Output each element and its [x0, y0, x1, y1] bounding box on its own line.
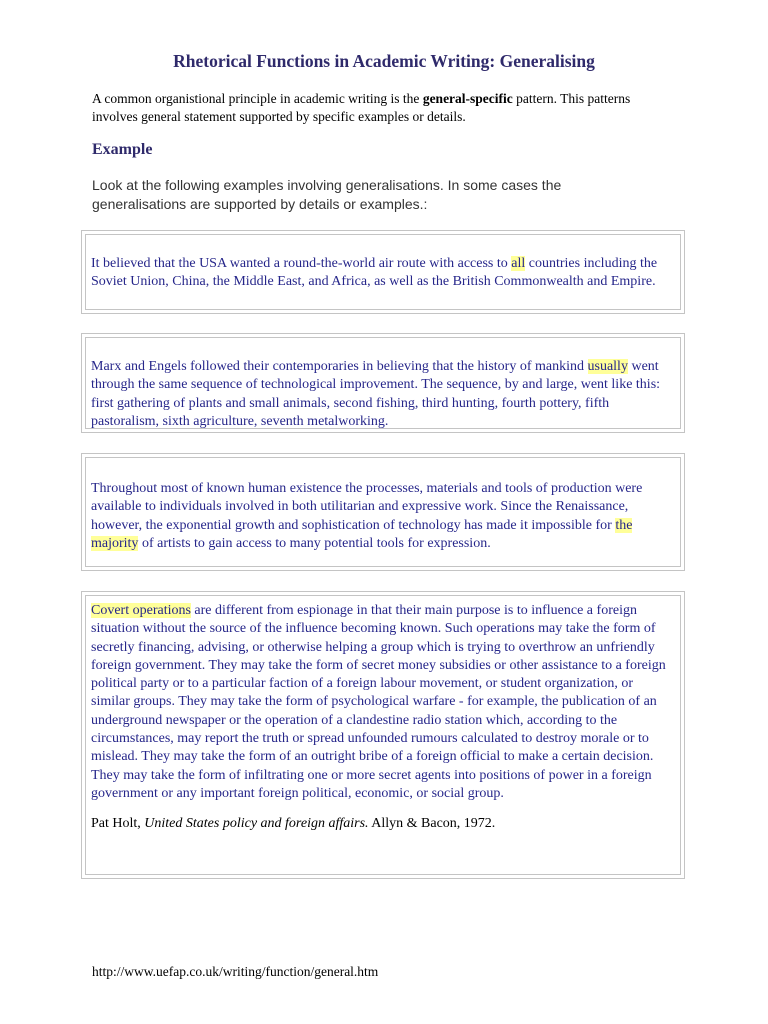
example-4-text-end: are different from espionage in that their main purpose is to influence a foreign situation without the source of the influence becoming known. Such operations may take the form of secretly financing, advising, or otherwise helping a group which is trying to overthrow an unfriendly foreign government. They may take the form of secret money subsidies or other assistance to a foreign political party or to a particular faction of a foreign labour movement, or student organization, or similar groups. They may take the form of psychological warfare - for example, the publication of an underground newspaper or the operation of a clandestine radio station which, according to the circumstances, may report the truth or spread unfounded rumours calculated to destroy morale or to mislead. They may take the form of an outright bribe of a foreign official to make a certain decision. They may take the form of infiltrating one or more secret agents into positions of power in a foreign government or any important foreign political, economic, or social group.: [91, 603, 666, 801]
citation-work: United States policy and foreign affairs.: [144, 816, 369, 832]
intro-text-start: A common organistional principle in academic writing is the: [92, 91, 423, 106]
example-3-text-end: of artists to gain access to many potential tools for expression.: [138, 535, 491, 551]
example-text-1: [85, 234, 681, 310]
example-4-highlight: Covert operations: [91, 603, 191, 618]
example-3-highlight: the majority: [91, 517, 633, 551]
page-title: Rhetorical Functions in Academic Writing: Generalising: [173, 51, 595, 71]
example-text-2: [85, 337, 681, 429]
intro-paragraph: [92, 90, 652, 126]
citation-publisher: Allyn & Bacon, 1972.: [368, 816, 496, 832]
example-1-text-start: It believed that the USA wanted a round-the-world air route with access to: [91, 256, 512, 271]
example-text-3: [85, 457, 681, 567]
lead-paragraph: Look at the following examples involving generalisations. In some cases the generalisations are supported by details or examples.:: [92, 177, 562, 212]
example-text-4: [85, 595, 681, 875]
example-2-text-end: went through the same sequence of technological improvement. The sequence, by and large, went like this: first gathering of plants and small animals, second fishing, third hunting, fourth pottery, fifth pastoralism, sixth agriculture, seventh metalworking.: [91, 359, 661, 429]
example-heading: Example: [92, 141, 153, 158]
footer-url: http://www.uefap.co.uk/writing/function/general.htm: [92, 964, 379, 979]
example-box-4: [81, 591, 685, 879]
example-box-2: [81, 333, 685, 433]
intro-bold-term: general-specific: [422, 91, 513, 106]
example-2-highlight: usually: [587, 359, 628, 374]
example-box-1: [81, 230, 685, 314]
citation-author: Pat Holt,: [91, 816, 145, 832]
example-2-text-start: Marx and Engels followed their contemporaries in believing that the history of mankind: [91, 359, 588, 374]
example-box-3: [81, 453, 685, 571]
example-1-highlight: all: [511, 256, 526, 271]
citation: [91, 815, 675, 833]
example-1-text-end: countries including the Soviet Union, China, the Middle East, and Africa, as well as the British Commonwealth and Empire.: [91, 256, 658, 290]
example-3-text-start: Throughout most of known human existence the processes, materials and tools of production were available to individuals involved in both utilitarian and expressive work. Since the Renaissance, however, the exponential growth and sophistication of technology has made it impossible for: [91, 481, 643, 533]
intro-text-end: pattern. This patterns involves general statement supported by specific examples or details.: [92, 91, 631, 124]
